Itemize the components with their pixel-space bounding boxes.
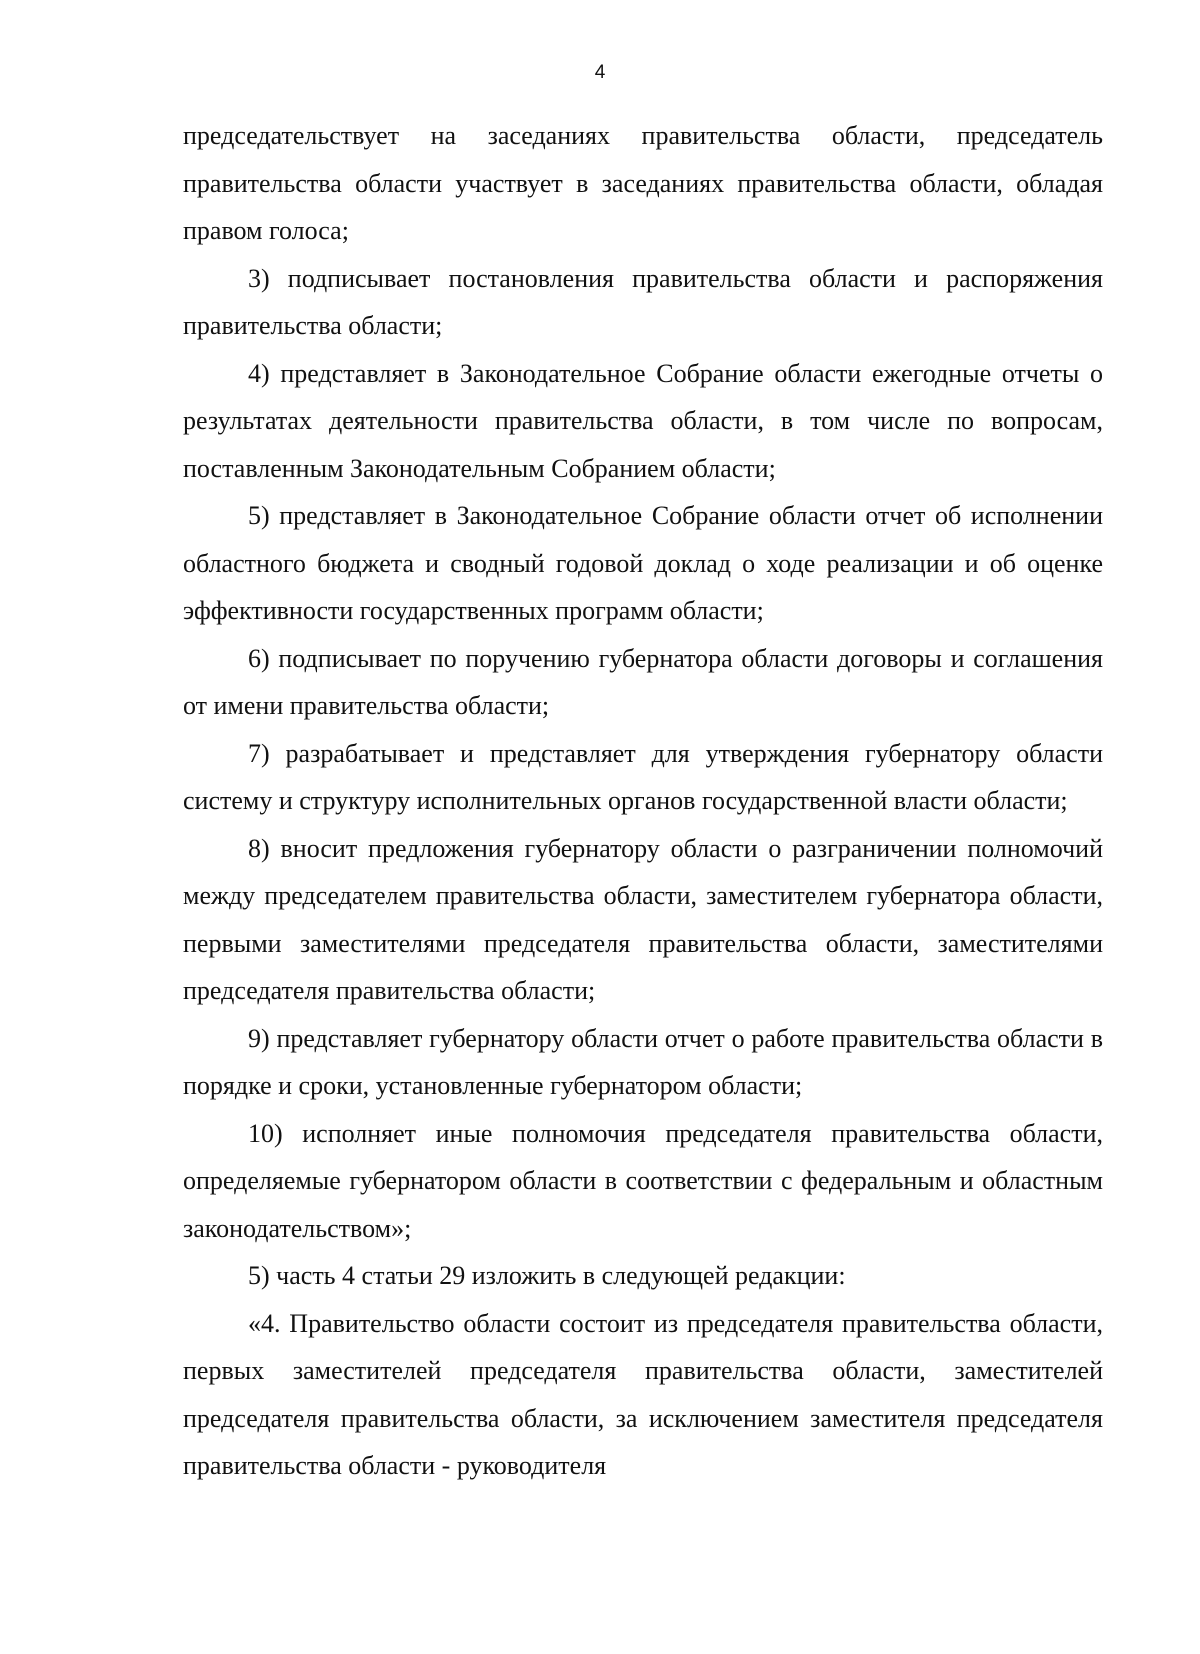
paragraph-item-6: 6) подписывает по поручению губернатора области договоры и соглашения от имени правительства области;	[183, 643, 1103, 720]
paragraph-1: председательствует на заседаниях правительства области, председатель правительства области участвует в заседаниях правительства области, обладая правом голоса;	[183, 121, 1103, 245]
document-body	[183, 112, 1103, 1490]
page-number: 4	[594, 62, 606, 83]
paragraph-item-10: 10) исполняет иные полномочия председателя правительства области, определяемые губернатором области в соответствии с федеральным и областным законодательством»;	[183, 1118, 1103, 1243]
paragraph-item-4: 4) представляет в Законодательное Собрание области ежегодные отчеты о результатах деятельности правительства области, в том числе по вопросам, поставленным Законодательным Собранием области;	[183, 358, 1103, 483]
paragraph-item-3: 3) подписывает постановления правительства области и распоряжения правительства области;	[183, 263, 1103, 340]
paragraph-item-5: 5) представляет в Законодательное Собрание области отчет об исполнении областного бюджета и сводный годовой доклад о ходе реализации и об оценке эффективности государственных программ области;	[183, 501, 1103, 625]
paragraph-amendment-5: 5) часть 4 статьи 29 изложить в следующей редакции:	[248, 1261, 846, 1290]
paragraph-item-8: 8) вносит предложения губернатору области о разграничении полномочий между председателем правительства области, заместителем губернатора области, первыми заместителями председателя правительства области, заместителями председателя правительства области;	[183, 833, 1103, 1005]
paragraph-part-4: «4. Правительство области состоит из председателя правительства области, первых заместителей председателя правительства области, заместителей председателя правительства области, за исключением заместителя председателя правительства области - руководителя	[183, 1308, 1103, 1480]
paragraph-item-9: 9) представляет губернатору области отчет о работе правительства области в порядке и сроки, установленные губернатором области;	[183, 1023, 1103, 1100]
paragraph-item-7: 7) разрабатывает и представляет для утверждения губернатору области систему и структуру исполнительных органов государственной власти области;	[183, 738, 1103, 815]
